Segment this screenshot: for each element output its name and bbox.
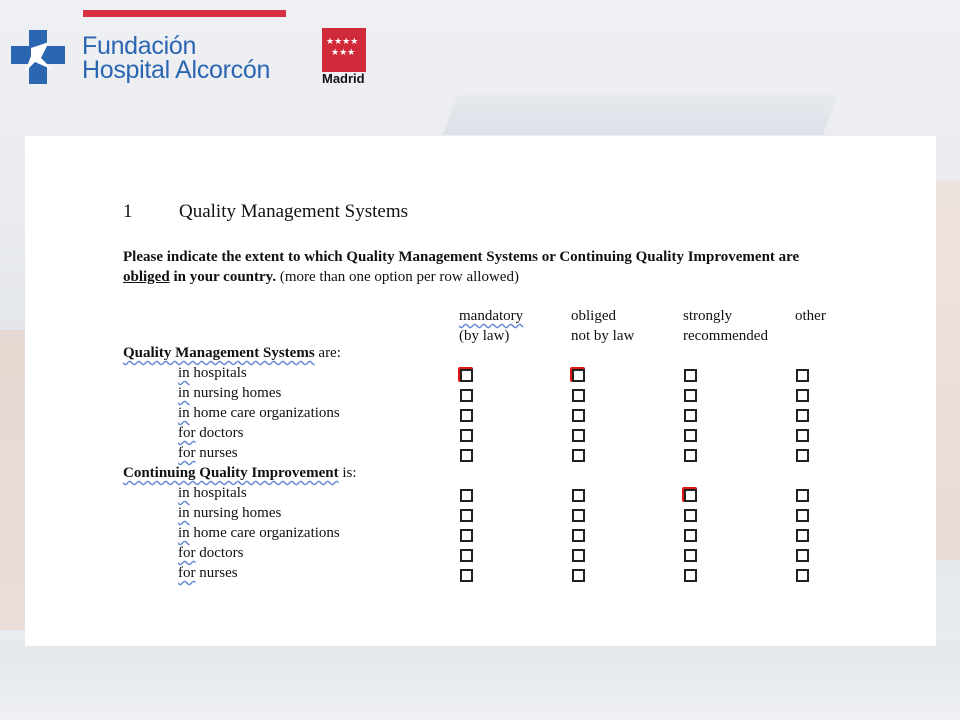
checkbox[interactable] (796, 489, 809, 502)
checkbox[interactable] (684, 549, 697, 562)
row-label-rest: hospitals (189, 485, 247, 501)
group-label-bold: Continuing Quality Improvement (123, 465, 339, 481)
column-header-line-1: mandatory (459, 308, 524, 324)
column-header-line-1: strongly (683, 308, 733, 324)
row-label-first-word: in (178, 385, 190, 401)
checkbox[interactable] (460, 509, 473, 522)
checkbox[interactable] (572, 389, 585, 402)
column-header-line-1: obliged (571, 308, 616, 324)
checkbox[interactable] (796, 449, 809, 462)
checkbox[interactable] (460, 549, 473, 562)
row-label-rest: nurses (195, 565, 238, 581)
background-ground (0, 640, 960, 720)
instruction-part-1: Please indicate the extent to which Quality Management Systems or Continuing Quality Improvement are (123, 249, 800, 265)
checkbox[interactable] (684, 409, 697, 422)
checkbox[interactable] (684, 529, 697, 542)
logo-line-2: Hospital Alcorcón (82, 56, 271, 84)
group-label-1 (123, 345, 341, 362)
row-label (178, 405, 340, 422)
instructions (123, 247, 843, 287)
row-label (178, 385, 281, 402)
column-header-3 (683, 306, 768, 346)
header-accent-bar (83, 10, 286, 17)
checkbox[interactable] (572, 529, 585, 542)
column-header-2 (571, 306, 634, 346)
checkbox[interactable] (796, 409, 809, 422)
column-header-line-2: not by law (571, 328, 635, 344)
row-label-rest: nurses (195, 445, 238, 461)
checkbox[interactable] (460, 429, 473, 442)
column-header-line-1: other (795, 308, 826, 324)
row-label-first-word: for (178, 565, 196, 581)
row-label-rest: doctors (195, 425, 244, 441)
row-label-first-word: for (178, 545, 196, 561)
checkbox[interactable] (796, 509, 809, 522)
checkbox[interactable] (684, 489, 697, 502)
checkbox[interactable] (572, 489, 585, 502)
madrid-flag-icon (322, 28, 366, 72)
row-label-rest: home care organizations (189, 525, 340, 541)
checkbox[interactable] (796, 569, 809, 582)
checkbox[interactable] (460, 369, 473, 382)
row-label-first-word: in (178, 405, 190, 421)
background-roof (443, 95, 838, 135)
group-label-bold: Quality Management Systems (123, 345, 315, 361)
row-label (178, 445, 238, 462)
row-label-rest: hospitals (189, 365, 247, 381)
row-label (178, 525, 340, 542)
hospital-cross-logo-icon (9, 28, 69, 86)
checkbox[interactable] (572, 569, 585, 582)
group-label-rest: is: (338, 465, 357, 481)
checkbox[interactable] (796, 369, 809, 382)
logo-line-1: Fundación (82, 32, 197, 60)
section-title: Quality Management Systems (179, 201, 409, 222)
checkbox[interactable] (572, 509, 585, 522)
row-label (178, 565, 238, 582)
checkbox[interactable] (572, 409, 585, 422)
instruction-obliged: obliged (123, 269, 170, 285)
checkbox[interactable] (796, 429, 809, 442)
row-label-rest: home care organizations (189, 405, 340, 421)
checkbox[interactable] (460, 389, 473, 402)
row-label (178, 485, 247, 502)
checkbox[interactable] (460, 529, 473, 542)
checkbox[interactable] (572, 369, 585, 382)
checkbox[interactable] (460, 409, 473, 422)
column-header-4 (795, 306, 826, 326)
column-header-line-2: recommended (683, 328, 768, 344)
checkbox[interactable] (460, 569, 473, 582)
checkbox[interactable] (460, 449, 473, 462)
checkbox[interactable] (684, 369, 697, 382)
checkbox[interactable] (796, 389, 809, 402)
checkbox[interactable] (796, 549, 809, 562)
row-label-first-word: in (178, 485, 190, 501)
row-label-rest: nursing homes (189, 505, 282, 521)
column-header-1 (459, 306, 523, 346)
instruction-part-2: in your country. (169, 269, 277, 285)
row-label-rest: doctors (195, 545, 244, 561)
checkbox[interactable] (684, 569, 697, 582)
logo-wordmark (82, 34, 270, 82)
group-label-rest: are: (314, 345, 341, 361)
row-label-rest: nursing homes (189, 385, 282, 401)
row-label (178, 505, 281, 522)
checkbox[interactable] (572, 449, 585, 462)
section-heading (123, 201, 408, 223)
row-label-first-word: for (178, 425, 196, 441)
row-label-first-word: in (178, 505, 190, 521)
checkbox[interactable] (572, 549, 585, 562)
row-label-first-word: in (178, 525, 190, 541)
checkbox[interactable] (796, 529, 809, 542)
checkbox[interactable] (684, 389, 697, 402)
section-number: 1 (123, 201, 133, 222)
svg-text:★★★: ★★★ (331, 48, 356, 58)
row-label-first-word: in (178, 365, 190, 381)
group-label-2 (123, 465, 357, 482)
checkbox[interactable] (684, 449, 697, 462)
checkbox[interactable] (460, 489, 473, 502)
madrid-label: Madrid (322, 71, 365, 86)
row-label (178, 545, 243, 562)
checkbox[interactable] (684, 509, 697, 522)
row-label (178, 425, 243, 442)
instruction-note: (more than one option per row allowed) (279, 269, 519, 285)
row-label (178, 365, 247, 382)
checkbox[interactable] (684, 429, 697, 442)
checkbox[interactable] (572, 429, 585, 442)
row-label-first-word: for (178, 445, 196, 461)
column-header-line-2: (by law) (459, 328, 510, 344)
svg-text:★★★★: ★★★★ (326, 37, 359, 47)
